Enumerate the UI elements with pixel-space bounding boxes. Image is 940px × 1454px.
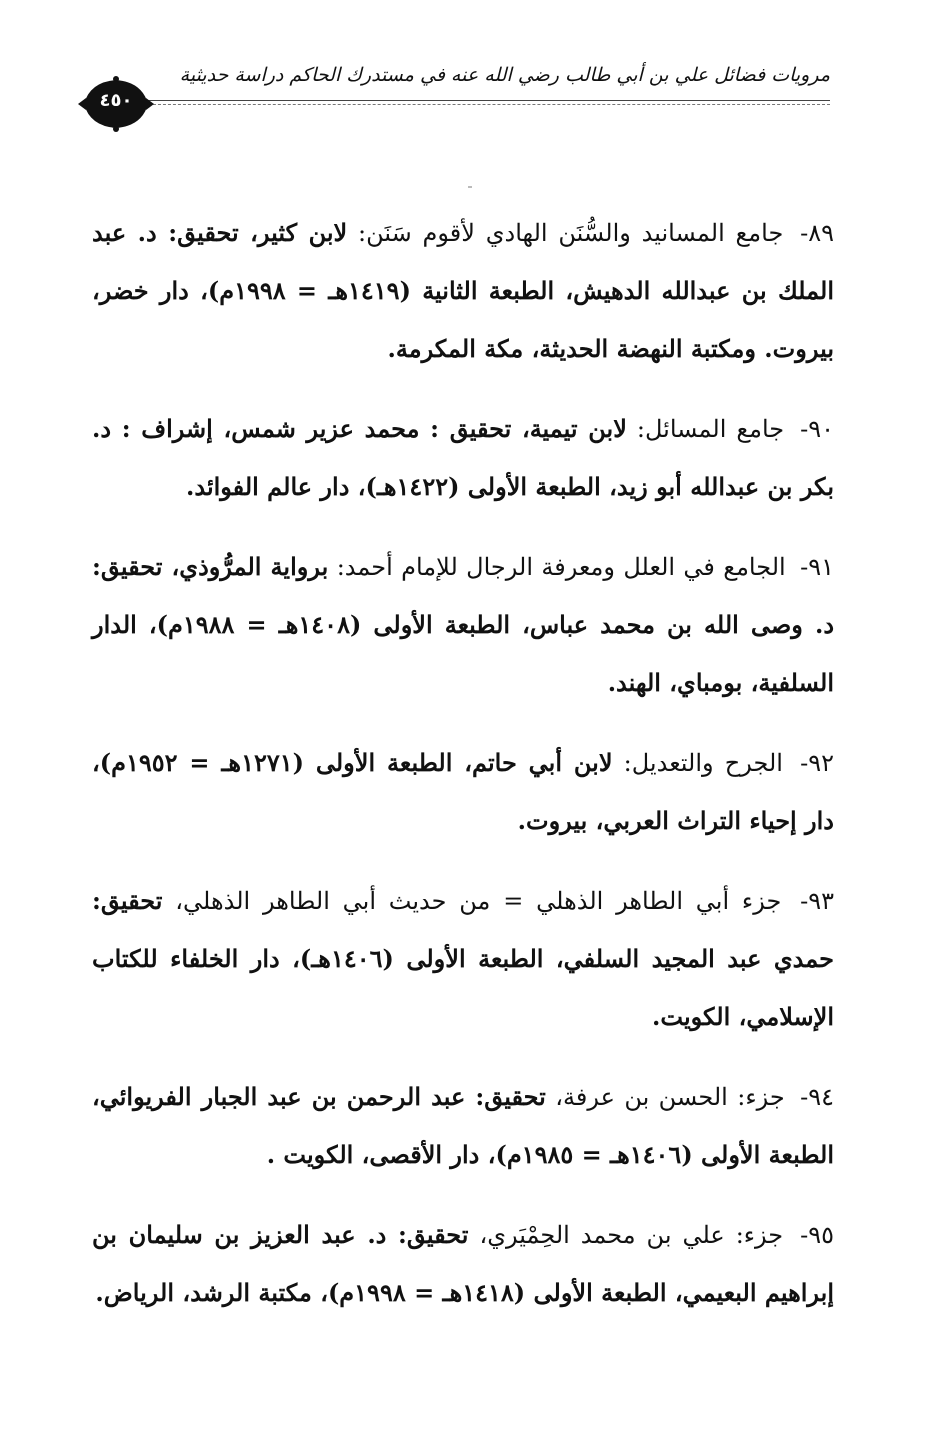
reference-title: الجامع في العلل ومعرفة الرجال للإمام أحمد: [336,553,786,581]
reference-title: جزء أبي الطاهر الذهلي = من حديث أبي الطاهر الذهلي، [175,887,782,915]
reference-number: ٩٤- [800,1083,834,1111]
running-header-title: مرويات فضائل علي بن أبي طالب رضي الله عنه في مستدرك الحاكم دراسة حديثية [179,64,830,86]
reference-title: الجرح والتعديل: [623,749,783,777]
reference-number: ٨٩- [800,219,834,247]
reference-title: جزء: الحسن بن عرفة، [555,1083,785,1111]
reference-details: لابن كثير، تحقيق: د. عبد الملك بن عبدالله الدهيش، الطبعة الثانية (١٤١٩هـ = ١٩٩٨م)، دار خضر، بيروت. ومكتبة النهضة الحديثة، مكة المكرمة. [92,218,834,363]
reference-title: جامع المسانيد والسُّنَن الهادي لأقوم سَنَن: [358,219,784,247]
reference-title: جامع المسائل: [636,415,785,443]
reference-details: تحقيق: د. عبد العزيز بن سليمان بن إبراهيم البعيمي، الطبعة الأولى (١٤١٨هـ = ١٩٩٨م)، مكتبة الرشد، الرياض. [92,1220,834,1307]
reference-entry [92,734,834,850]
reference-details: تحقيق: عبد الرحمن بن عبد الجبار الفريوائي، الطبعة الأولى (١٤٠٦هـ = ١٩٨٥م)، دار الأقصى، الكويت . [92,1082,834,1169]
reference-details: لابن تيمية، تحقيق : محمد عزير شمس، إشراف : د. بكر بن عبدالله أبو زيد، الطبعة الأولى (١٤٢٢هـ)، دار عالم الفوائد. [92,414,834,501]
reference-title: جزء: علي بن محمد الحِمْيَري، [479,1221,784,1249]
reference-list [92,204,834,1344]
stray-mark [468,186,472,188]
reference-number: ٩٣- [800,887,834,915]
reference-number: ٩٠- [800,415,834,443]
reference-entry [92,1206,834,1322]
reference-details: لابن أبي حاتم، الطبعة الأولى (١٢٧١هـ = ١٩٥٢م)، دار إحياء التراث العربي، بيروت. [92,748,834,835]
header-rule [128,100,830,101]
reference-entry [92,204,834,378]
header-rule-dashed [128,104,830,105]
reference-number: ٩٢- [800,749,834,777]
running-header [128,62,830,118]
reference-details: تحقيق: حمدي عبد المجيد السلفي، الطبعة الأولى (١٤٠٦هـ)، دار الخلفاء للكتاب الإسلامي، الكويت. [92,886,834,1031]
page-number-badge [76,76,156,132]
reference-entry [92,400,834,516]
reference-entry [92,1068,834,1184]
page-number: ٤٥٠ [99,90,133,111]
reference-entry [92,872,834,1046]
reference-details: برواية المرُّوذي، تحقيق: د. وصى الله بن محمد عباس، الطبعة الأولى (١٤٠٨هـ = ١٩٨٨م)، الدار السلفية، بومباي، الهند. [92,552,835,697]
reference-number: ٩٥- [800,1221,834,1249]
reference-entry [92,538,834,712]
reference-number: ٩١- [800,553,834,581]
